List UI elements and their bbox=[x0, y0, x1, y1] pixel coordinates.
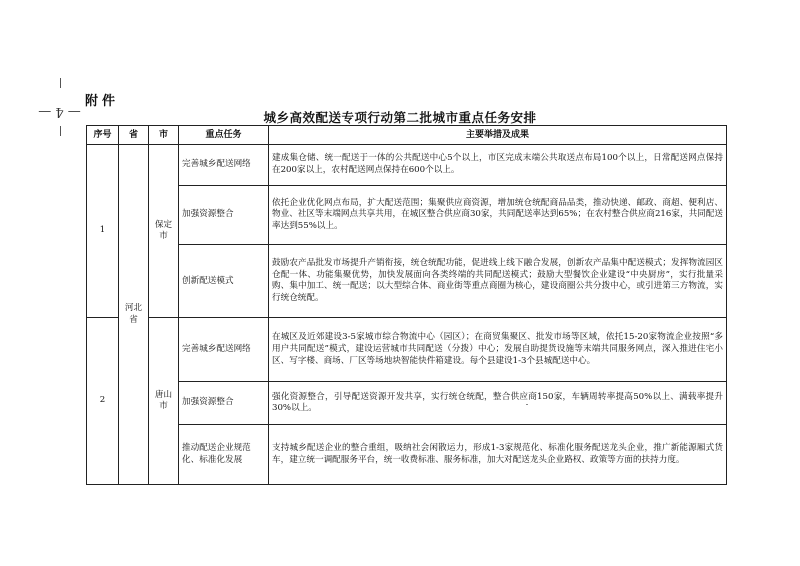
task-cell: 推动配送企业规范化、标准化发展 bbox=[179, 425, 269, 485]
table-row bbox=[87, 425, 727, 485]
table-row bbox=[87, 382, 727, 425]
table-row bbox=[87, 318, 727, 382]
measures-cell: 依托企业优化网点布局，扩大配送范围；集聚供应商资源，增加统仓统配商品品类，推动快递、邮政、商超、便利店、物业、社区等末端网点共享共用，在城区整合供应商30家，共同配送率达到65%；在农村整合供应商216家，共同配送率达到55%以上。 bbox=[269, 185, 727, 245]
header-city: 市 bbox=[149, 126, 179, 145]
page-number: — 4 — bbox=[38, 103, 81, 119]
seq-cell: 2 bbox=[87, 318, 119, 485]
attachment-label: 附件 bbox=[85, 94, 120, 109]
table-header-row bbox=[87, 126, 727, 145]
table-row bbox=[87, 185, 727, 245]
measures-cell: 支持城乡配送企业的整合重组，吸纳社会闲散运力，形成1-3家规范化、标准化服务配送龙头企业，推广新能源厢式货车，建立统一调配服务平台，统一收费标准、服务标准，加大对配送龙头企业路权、政策等方面的扶持力度。 bbox=[269, 425, 727, 485]
scan-speck bbox=[526, 404, 528, 405]
task-cell: 完善城乡配送网络 bbox=[179, 145, 269, 186]
seq-cell: 1 bbox=[87, 145, 119, 318]
page-number-rule-top bbox=[60, 78, 61, 88]
header-seq: 序号 bbox=[87, 126, 119, 145]
measures-cell: 在城区及近郊建设3-5家城市综合物流中心（园区）；在商贸集聚区、批发市场等区域，依托15-20家物流企业按照“多用户共同配送”模式，建设运营城市共同配送（分拨）中心；发展自助提货设施等末端共同服务网点，深入推进住宅小区、写字楼、商场、厂区等场地块智能快件箱建设。每个县建设1-3个县城配送中心。 bbox=[269, 318, 727, 382]
city-cell: 保定市 bbox=[149, 145, 179, 318]
measures-cell: 鼓励农产品批发市场提升产销衔接，统仓统配功能，促进线上线下融合发展，创新农产品集中配送模式；发挥物流园区仓配一体、功能集聚优势，加快发展面向各类终端的共同配送模式；鼓励大型餐饮企业建设“中央厨房”，实行批量采购、集中加工、统一配送；以大型综合体、商业街等重点商圈为核心，建设商圈公共分拨中心，或引进第三方物流，实行统仓统配。 bbox=[269, 245, 727, 318]
task-cell: 加强资源整合 bbox=[179, 382, 269, 425]
document-title: 城乡高效配送专项行动第二批城市重点任务安排 bbox=[263, 110, 537, 125]
task-table bbox=[86, 125, 727, 485]
task-cell: 完善城乡配送网络 bbox=[179, 318, 269, 382]
task-cell: 加强资源整合 bbox=[179, 185, 269, 245]
city-cell: 唐山市 bbox=[149, 318, 179, 485]
header-measures: 主要举措及成果 bbox=[269, 126, 727, 145]
measures-cell: 强化资源整合，引导配送资源开发共享，实行统仓统配，整合供应商150家，车辆周转率提高50%以上、满载率提升30%以上。 bbox=[269, 382, 727, 425]
table-row bbox=[87, 145, 727, 186]
header-province: 省 bbox=[119, 126, 149, 145]
measures-cell: 建成集仓储、统一配送于一体的公共配送中心5个以上，市区完成末端公共取送点布局100个以上，日常配送网点保持在200家以上，农村配送网点保持在600个以上。 bbox=[269, 145, 727, 186]
page-number-rule-bottom bbox=[60, 126, 61, 136]
header-task: 重点任务 bbox=[179, 126, 269, 145]
task-cell: 创新配送模式 bbox=[179, 245, 269, 318]
table-row bbox=[87, 245, 727, 318]
province-cell: 河北省 bbox=[119, 145, 149, 485]
